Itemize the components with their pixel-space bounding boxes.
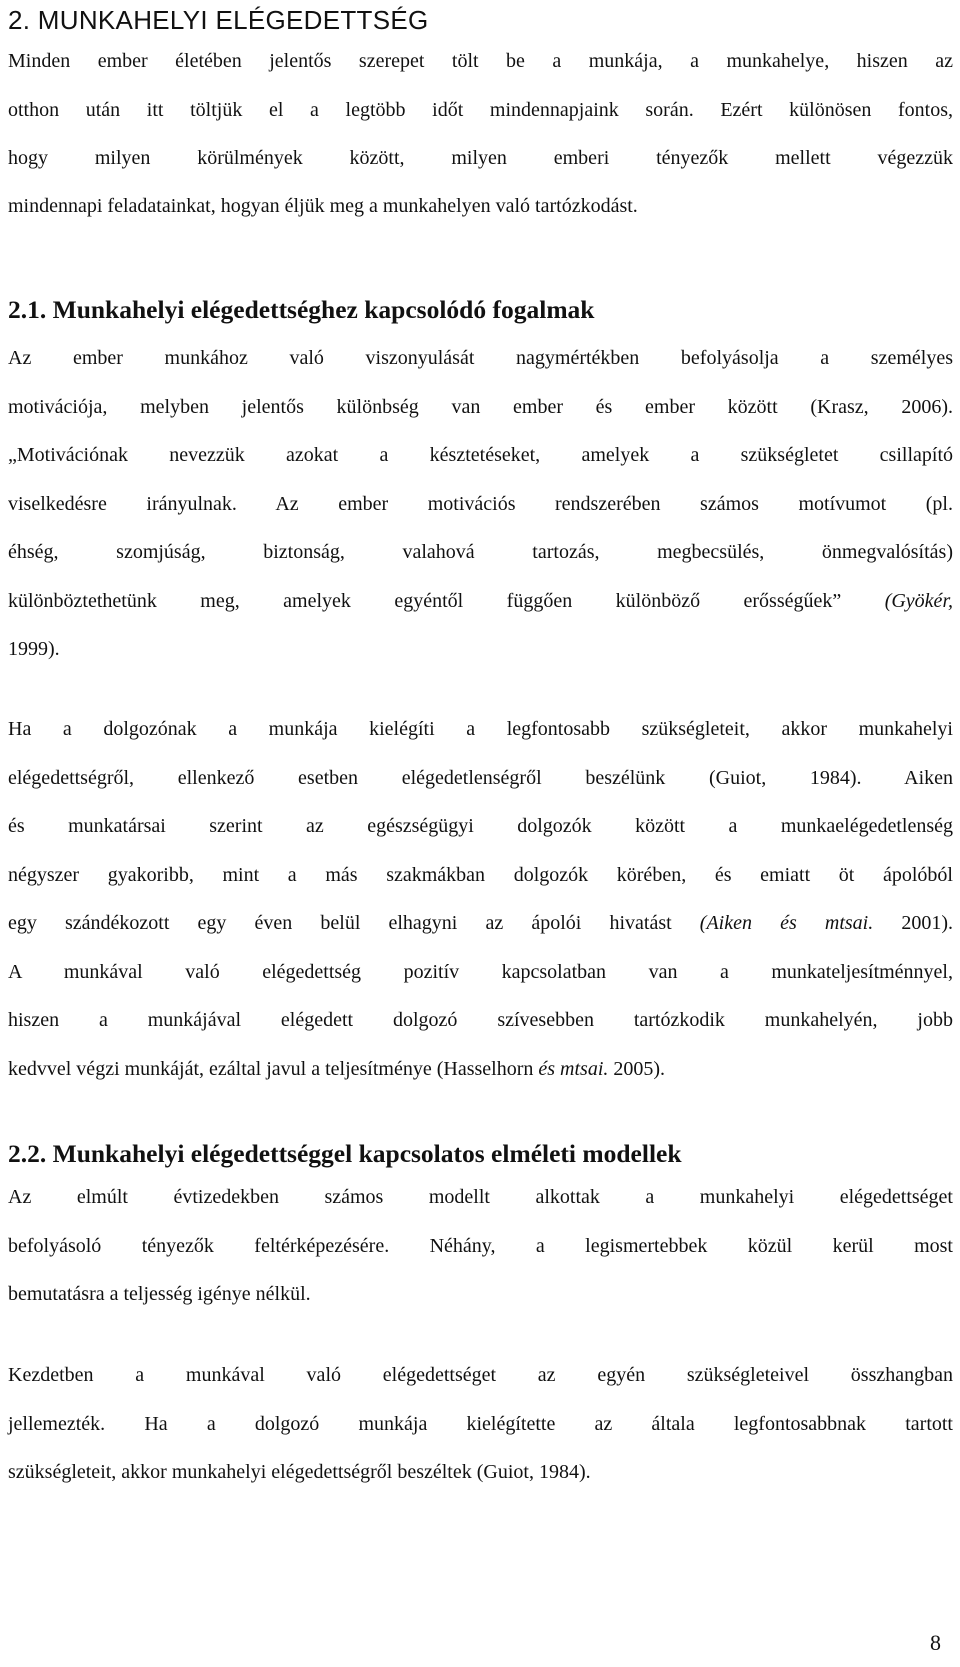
section-2-2-paragraph-2 bbox=[8, 1351, 953, 1448]
text-line bbox=[8, 577, 953, 626]
section-heading-2-1: 2.1. Munkahelyi elégedettséghez kapcsolódó fogalmak bbox=[8, 295, 595, 324]
section-2-1-paragraph-2-end bbox=[8, 1045, 953, 1094]
section-2-2-paragraph-1-end bbox=[8, 1270, 953, 1319]
text-line: Minden ember életében jelentős szerepet tölt be a munkája, a munkahelye, hiszen az bbox=[8, 50, 953, 72]
text-line: otthon után itt töltjük el a legtöbb időt mindennapjaink során. Ezért különösen fontos, bbox=[8, 98, 953, 121]
citation: és mtsai. bbox=[538, 1058, 609, 1080]
chapter-heading: 2. MUNKAHELYI ELÉGEDETTSÉG bbox=[8, 5, 429, 35]
text-segment: különböztethetünk meg, amelyek egyéntől függően különböző erősségűek” bbox=[8, 589, 842, 612]
section-2-2-paragraph-1 bbox=[8, 1173, 953, 1270]
section-2-2-paragraph-2-end bbox=[8, 1448, 953, 1497]
text-line bbox=[8, 899, 953, 948]
text-line: mindennapi feladatainkat, hogyan éljük meg a munkahelyen való tartózkodást. bbox=[8, 195, 638, 217]
citation-year: 2001). bbox=[901, 912, 954, 934]
text-line: elégedettségről, ellenkező esetben elégedetlenségről beszélünk (Guiot, 1984). Aiken bbox=[8, 766, 953, 789]
text-segment: egy szándékozott egy éven belül elhagyni az ápolói hivatást bbox=[8, 912, 672, 934]
text-line: motivációja, melyben jelentős különbség van ember és ember között (Krasz, 2006). bbox=[8, 395, 953, 418]
text-line: négyszer gyakoribb, mint a más szakmákban dolgozók körében, és emiatt öt ápolóból bbox=[8, 863, 953, 886]
text-segment: kedvvel végzi munkáját, ezáltal javul a teljesítménye (Hasselhorn bbox=[8, 1058, 534, 1080]
section-2-1-paragraph-1 bbox=[8, 334, 953, 625]
text-line: Az ember munkához való viszonyulását nagymértékben befolyásolja a személyes bbox=[8, 347, 953, 369]
citation: (Gyökér, bbox=[884, 589, 954, 612]
text-line: hogy milyen körülmények között, milyen emberi tényezők mellett végezzük bbox=[8, 147, 953, 169]
section-2-1-paragraph-2 bbox=[8, 705, 953, 1045]
text-line: hiszen a munkájával elégedett dolgozó szívesebben tartózkodik munkahelyén, jobb bbox=[8, 1009, 953, 1031]
page-number: 8 bbox=[930, 1630, 941, 1655]
text-line: éhség, szomjúság, biztonság, valahová tartozás, megbecsülés, önmegvalósítás) bbox=[8, 541, 953, 563]
intro-paragraph-last-line bbox=[8, 182, 953, 231]
text-line: Ha a dolgozónak a munkája kielégíti a legfontosabb szükségleteit, akkor munkahelyi bbox=[8, 718, 953, 740]
section-2-1-paragraph-1-end bbox=[8, 625, 953, 674]
text-line: 1999). bbox=[8, 638, 60, 660]
citation-year: 2005). bbox=[613, 1058, 666, 1080]
text-line: A munkával való elégedettség pozitív kapcsolatban van a munkateljesítménnyel, bbox=[8, 960, 953, 983]
text-line: viselkedésre irányulnak. Az ember motivációs rendszerében számos motívumot (pl. bbox=[8, 492, 953, 515]
text-line: jellemezték. Ha a dolgozó munkája kielégítette az általa legfontosabbnak tartott bbox=[8, 1412, 953, 1435]
text-line: bemutatásra a teljesség igénye nélkül. bbox=[8, 1283, 311, 1305]
text-line bbox=[8, 1045, 953, 1094]
intro-paragraph bbox=[8, 37, 953, 183]
text-line: befolyásoló tényezők feltérképezésére. Néhány, a legismertebbek közül kerül most bbox=[8, 1234, 953, 1257]
text-line: „Motivációnak nevezzük azokat a késztetéseket, amelyek a szükségletet csillapító bbox=[8, 444, 953, 466]
text-line: és munkatársai szerint az egészségügyi dolgozók között a munkaelégedetlenség bbox=[8, 815, 953, 837]
text-line: Az elmúlt évtizedekben számos modellt alkottak a munkahelyi elégedettséget bbox=[8, 1186, 953, 1208]
text-line: szükségleteit, akkor munkahelyi elégedettségről beszéltek (Guiot, 1984). bbox=[8, 1461, 591, 1483]
text-line: Kezdetben a munkával való elégedettséget az egyén szükségleteivel összhangban bbox=[8, 1364, 953, 1386]
section-heading-2-2: 2.2. Munkahelyi elégedettséggel kapcsolatos elméleti modellek bbox=[8, 1139, 682, 1168]
citation: (Aiken és mtsai. bbox=[699, 912, 874, 934]
